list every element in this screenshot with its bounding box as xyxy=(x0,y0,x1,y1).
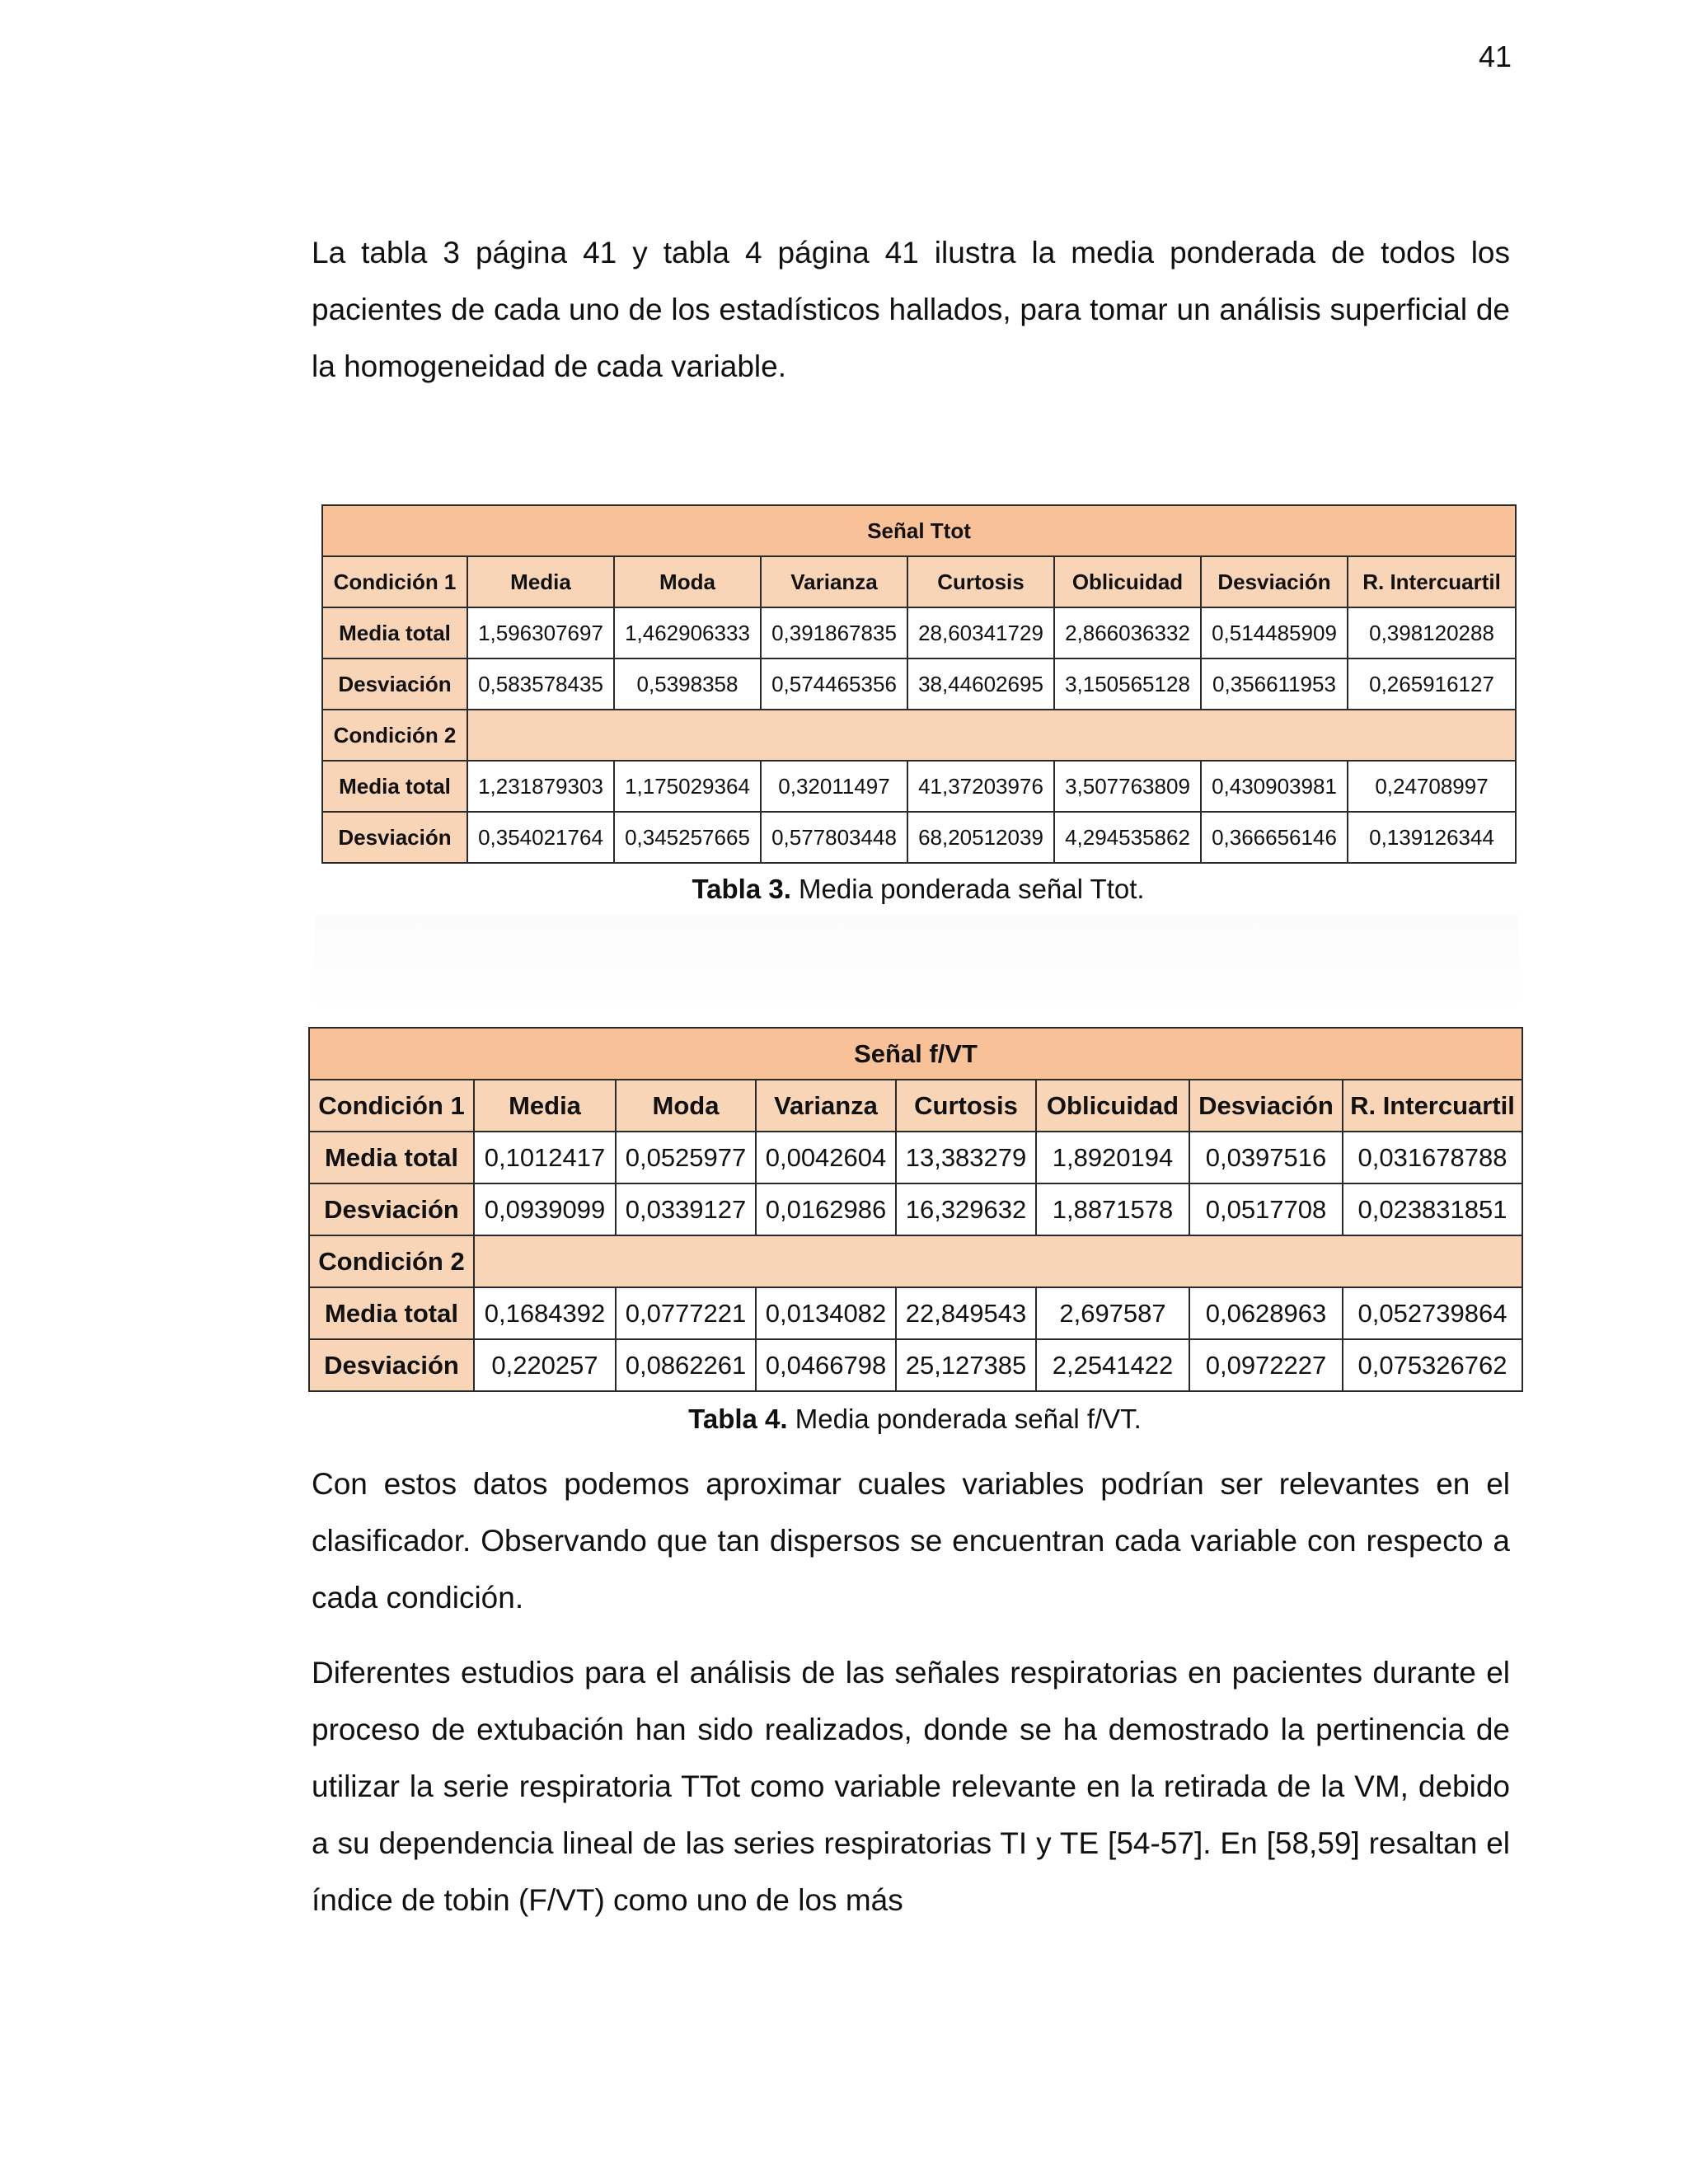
table-cell: 2,866036332 xyxy=(1054,607,1201,658)
table-title: Señal Ttot xyxy=(322,505,1516,556)
table-cell: 4,294535862 xyxy=(1054,812,1201,863)
table-cell: 0,577803448 xyxy=(761,812,907,863)
table-cell: 0,052739864 xyxy=(1343,1287,1522,1339)
table-cell: 0,0162986 xyxy=(756,1183,896,1235)
table-senal-ttot xyxy=(321,504,1517,864)
table-cell: 2,697587 xyxy=(1036,1287,1189,1339)
row-label: Media total xyxy=(322,607,467,658)
header-cell: Curtosis xyxy=(907,556,1054,607)
table-cell: 0,265916127 xyxy=(1348,658,1516,710)
row-label: Media total xyxy=(309,1132,474,1183)
page-number: 41 xyxy=(1478,40,1512,73)
header-cell: Condición 1 xyxy=(322,556,467,607)
table-row xyxy=(309,1339,1522,1391)
row-label: Desviación xyxy=(322,812,467,863)
table-cell: 2,2541422 xyxy=(1036,1339,1189,1391)
table-cell: 0,0939099 xyxy=(474,1183,616,1235)
table4-caption xyxy=(308,1404,1522,1435)
row-label: Desviación xyxy=(309,1183,474,1235)
body-paragraph: Diferentes estudios para el análisis de las señales respiratorias en pacientes durante el proceso de extubación han sido realizados, donde se ha demostrado la pertinencia de utilizar la serie respiratoria TTot como variable relevante en la retirada de la VM, debido a su dependencia lineal de las series respiratorias TI y TE [54-57]. En [58,59] resaltan el índice de tobin (F/VT) como uno de los más xyxy=(312,1656,1510,1917)
table-cell: 0,0972227 xyxy=(1189,1339,1343,1391)
table-header-row xyxy=(322,556,1516,607)
table-cell: 1,8871578 xyxy=(1036,1183,1189,1235)
condition-fill xyxy=(467,710,1516,761)
table-cell: 68,20512039 xyxy=(907,812,1054,863)
intro-paragraph: La tabla 3 página 41 y tabla 4 página 41 ilustra la media ponderada de todos los pacientes de cada uno de los estadísticos hallados, para tomar un análisis superficial de la homogeneidad de cada variable. xyxy=(312,236,1510,383)
table-cell: 0,0628963 xyxy=(1189,1287,1343,1339)
header-cell: Curtosis xyxy=(896,1080,1036,1132)
condition-row xyxy=(309,1235,1522,1287)
table-cell: 0,5398358 xyxy=(614,658,761,710)
table-cell: 1,462906333 xyxy=(614,607,761,658)
table-cell: 41,37203976 xyxy=(907,761,1054,812)
table-cell: 0,0525977 xyxy=(616,1132,756,1183)
table-cell: 0,366656146 xyxy=(1201,812,1348,863)
header-cell: Desviación xyxy=(1201,556,1348,607)
header-cell: R. Intercuartil xyxy=(1343,1080,1522,1132)
table-cell: 22,849543 xyxy=(896,1287,1036,1339)
row-label: Desviación xyxy=(309,1339,474,1391)
table-cell: 0,031678788 xyxy=(1343,1132,1522,1183)
table-cell: 0,0466798 xyxy=(756,1339,896,1391)
table-cell: 0,0517708 xyxy=(1189,1183,1343,1235)
table-cell: 1,175029364 xyxy=(614,761,761,812)
table-cell: 1,596307697 xyxy=(467,607,614,658)
body-paragraph: Con estos datos podemos aproximar cuales variables podrían ser relevantes en el clasificador. Observando que tan dispersos se encuentran cada variable con respecto a cada condición. xyxy=(312,1467,1510,1615)
table-cell: 0,0862261 xyxy=(616,1339,756,1391)
table-cell: 0,0397516 xyxy=(1189,1132,1343,1183)
header-cell: Varianza xyxy=(756,1080,896,1132)
table-header-row xyxy=(309,1080,1522,1132)
table-cell: 0,075326762 xyxy=(1343,1339,1522,1391)
table-row xyxy=(309,1132,1522,1183)
table-cell: 0,023831851 xyxy=(1343,1183,1522,1235)
table-cell: 38,44602695 xyxy=(907,658,1054,710)
table-cell: 1,231879303 xyxy=(467,761,614,812)
table-cell: 0,354021764 xyxy=(467,812,614,863)
table-row xyxy=(322,812,1516,863)
row-label: Media total xyxy=(322,761,467,812)
condition-label: Condición 2 xyxy=(309,1235,474,1287)
table-cell: 28,60341729 xyxy=(907,607,1054,658)
condition-row xyxy=(322,710,1516,761)
table-cell: 0,0042604 xyxy=(756,1132,896,1183)
header-cell: Moda xyxy=(616,1080,756,1132)
table-cell: 0,1012417 xyxy=(474,1132,616,1183)
header-cell: Oblicuidad xyxy=(1054,556,1201,607)
table-cell: 0,430903981 xyxy=(1201,761,1348,812)
header-cell: Varianza xyxy=(761,556,907,607)
table-cell: 0,345257665 xyxy=(614,812,761,863)
table3-caption xyxy=(321,874,1515,905)
header-cell: R. Intercuartil xyxy=(1348,556,1516,607)
caption-label: Tabla 4. xyxy=(688,1404,788,1434)
header-cell: Moda xyxy=(614,556,761,607)
table-cell: 0,514485909 xyxy=(1201,607,1348,658)
table-cell: 0,220257 xyxy=(474,1339,616,1391)
table-title: Señal f/VT xyxy=(309,1028,1522,1080)
table-cell: 0,356611953 xyxy=(1201,658,1348,710)
condition-label: Condición 2 xyxy=(322,710,467,761)
table-cell: 0,398120288 xyxy=(1348,607,1516,658)
table-cell: 0,32011497 xyxy=(761,761,907,812)
table-cell: 3,507763809 xyxy=(1054,761,1201,812)
table-cell: 0,0777221 xyxy=(616,1287,756,1339)
table-senal-fvt xyxy=(308,1027,1523,1392)
table-cell: 0,139126344 xyxy=(1348,812,1516,863)
caption-label: Tabla 3. xyxy=(692,874,791,904)
scan-shadow xyxy=(315,915,1518,1014)
table-cell: 16,329632 xyxy=(896,1183,1036,1235)
caption-text: Media ponderada señal Ttot. xyxy=(790,874,1145,904)
table-cell: 0,574465356 xyxy=(761,658,907,710)
table-cell: 1,8920194 xyxy=(1036,1132,1189,1183)
table-cell: 0,24708997 xyxy=(1348,761,1516,812)
table-row xyxy=(309,1287,1522,1339)
table-row xyxy=(322,761,1516,812)
caption-text: Media ponderada señal f/VT. xyxy=(787,1404,1142,1434)
row-label: Media total xyxy=(309,1287,474,1339)
header-cell: Condición 1 xyxy=(309,1080,474,1132)
table-cell: 0,583578435 xyxy=(467,658,614,710)
header-cell: Media xyxy=(474,1080,616,1132)
table-cell: 0,1684392 xyxy=(474,1287,616,1339)
header-cell: Media xyxy=(467,556,614,607)
table-cell: 25,127385 xyxy=(896,1339,1036,1391)
table-row xyxy=(322,607,1516,658)
table-row xyxy=(322,658,1516,710)
table-cell: 0,0134082 xyxy=(756,1287,896,1339)
table-cell: 13,383279 xyxy=(896,1132,1036,1183)
table-cell: 0,391867835 xyxy=(761,607,907,658)
table-cell: 3,150565128 xyxy=(1054,658,1201,710)
row-label: Desviación xyxy=(322,658,467,710)
header-cell: Oblicuidad xyxy=(1036,1080,1189,1132)
table-row xyxy=(309,1183,1522,1235)
table-cell: 0,0339127 xyxy=(616,1183,756,1235)
header-cell: Desviación xyxy=(1189,1080,1343,1132)
condition-fill xyxy=(474,1235,1522,1287)
